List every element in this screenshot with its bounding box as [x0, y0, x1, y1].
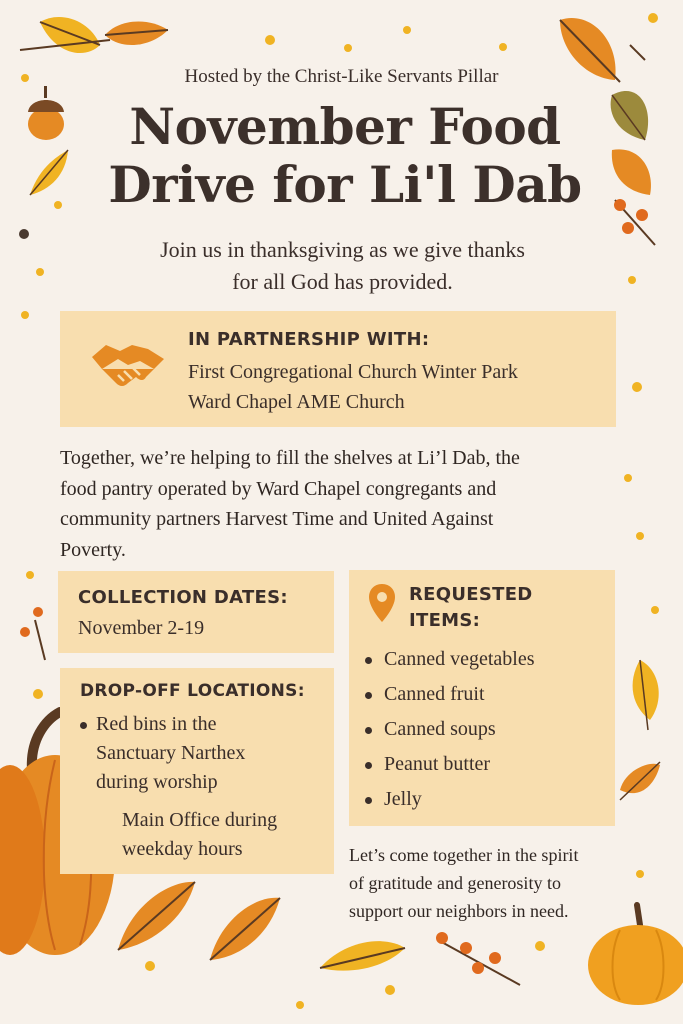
requested-item-label: Canned soups: [384, 718, 496, 740]
handshake-icon: [88, 335, 168, 395]
hosted-by-text: Hosted by the Christ-Like Servants Pillar: [184, 66, 499, 87]
dropoff-location-1: [96, 710, 245, 797]
requested-item-label: Peanut butter: [384, 753, 491, 775]
together-line: Poverty.: [60, 538, 126, 561]
bullet-dot: [365, 657, 372, 664]
subtitle-line-1: Join us in thanksgiving as we give thanks: [160, 237, 525, 262]
requested-item-label: Canned vegetables: [384, 648, 535, 670]
subtitle-line-2: for all God has provided.: [232, 269, 453, 294]
list-item: [365, 716, 535, 751]
dropoff-panel: [60, 668, 334, 874]
list-item: [365, 681, 535, 716]
bullet-dot: [365, 692, 372, 699]
requested-item-label: Jelly: [384, 788, 422, 810]
bullet-dot: [365, 797, 372, 804]
partnership-panel: [60, 311, 616, 427]
list-item: [365, 751, 535, 786]
closing-line: support our neighbors in need.: [349, 901, 569, 921]
dropoff-line: Red bins in the: [96, 713, 217, 735]
requested-item-label: Canned fruit: [384, 683, 485, 705]
dropoff-location-2: [122, 806, 277, 864]
closing-line: Let’s come together in the spirit: [349, 845, 579, 865]
page-title: [60, 98, 630, 214]
partner-org-2: Ward Chapel AME Church: [188, 391, 405, 413]
list-item: [365, 646, 535, 681]
requested-items-panel: [349, 570, 615, 826]
dropoff-line: Main Office during: [122, 809, 278, 831]
dropoff-line: Sanctuary Narthex: [96, 742, 246, 764]
collection-dates-panel: [58, 571, 334, 653]
partnership-heading: IN PARTNERSHIP WITH:: [188, 329, 430, 350]
closing-message: [349, 841, 649, 925]
bullet-dot: [365, 727, 372, 734]
partner-org-1: First Congregational Church Winter Park: [188, 361, 518, 383]
together-line: Together, we’re helping to fill the shelves at Li’l Dab, the: [60, 447, 520, 469]
requested-heading-line-1: REQUESTED: [409, 584, 533, 605]
title-line-2: Drive for Li'l Dab: [108, 155, 582, 214]
together-line: community partners Harvest Time and United Against: [60, 508, 494, 530]
dropoff-heading: DROP-OFF LOCATIONS:: [80, 681, 305, 701]
collection-dates-value: November 2-19: [78, 617, 205, 639]
requested-heading: [409, 582, 533, 634]
list-item: [365, 786, 535, 821]
dropoff-line: during worship: [96, 771, 218, 793]
subtitle: [80, 234, 605, 298]
together-paragraph: [60, 443, 620, 565]
bullet-dot: [365, 762, 372, 769]
closing-line: of gratitude and generosity to: [349, 873, 561, 893]
together-line: food pantry operated by Ward Chapel congregants and: [60, 477, 497, 500]
requested-items-list: [365, 646, 535, 821]
collection-heading: COLLECTION DATES:: [78, 587, 288, 608]
dropoff-line: weekday hours: [122, 838, 243, 860]
title-line-1: November Food: [129, 97, 561, 156]
bullet-dot: [80, 722, 87, 729]
requested-heading-line-2: ITEMS:: [409, 610, 481, 631]
map-pin-icon: [367, 582, 397, 624]
